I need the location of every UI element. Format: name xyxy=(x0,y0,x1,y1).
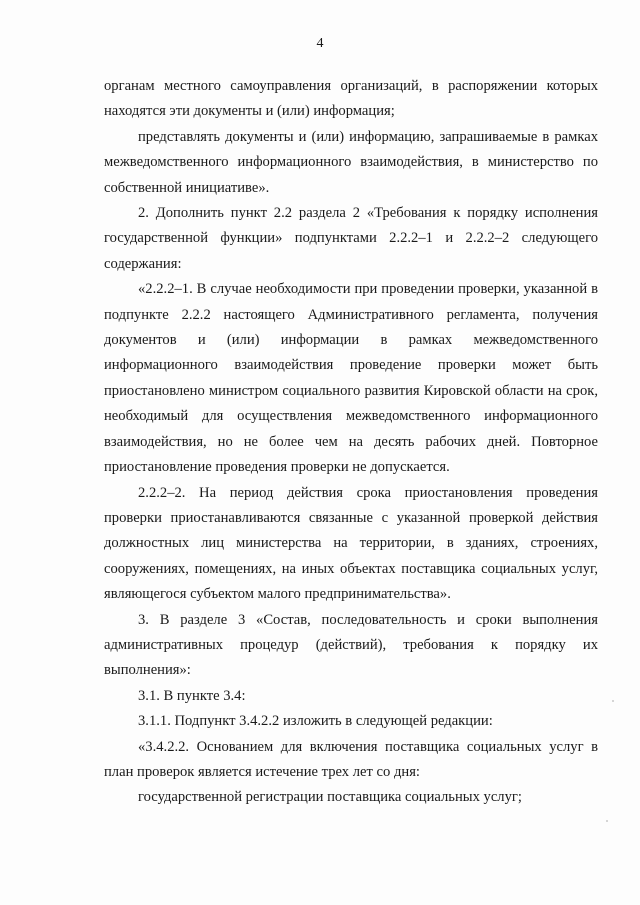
document-body xyxy=(104,74,598,811)
paragraph-5: 2.2.2–2. На период действия срока приостановления проведения проверки приостанавливаются связанные с указанной проверкой действия должностных лиц министерства на территории, в зданиях, строениях, сооружениях, помещениях, на иных объектах поставщика социальных услуг, являющегося субъектом малого предпринимательства». xyxy=(104,484,598,603)
paragraph-9: «3.4.2.2. Основанием для включения поставщика социальных услуг в план проверок является истечение трех лет со дня: xyxy=(104,738,598,780)
paragraph-10: государственной регистрации поставщика социальных услуг; xyxy=(138,789,522,806)
scan-speck xyxy=(612,700,614,702)
paragraph-3: 2. Дополнить пункт 2.2 раздела 2 «Требования к порядку исполнения государственной функции» подпунктами 2.2.2–1 и 2.2.2–2 следующего содержания: xyxy=(104,205,598,272)
paragraph-4: «2.2.2–1. В случае необходимости при проведении проверки, указанной в подпункте 2.2.2 настоящего Административного регламента, получения документов и (или) информации в рамках межведомственного информационного взаимодействия проведение проверки может быть приостановлено министром социального развития Кировской области на срок, необходимый для осуществления межведомственного информационного взаимодействия, но не более чем на десять рабочих дней. Повторное приостановление проведения проверки не допускается. xyxy=(104,281,598,476)
scan-speck xyxy=(606,820,608,822)
paragraph-2: представлять документы и (или) информацию, запрашиваемые в рамках межведомственного информационного взаимодействия, в министерство по собственной инициативе». xyxy=(104,128,598,196)
page-number: 4 xyxy=(316,36,324,51)
paragraph-1: органам местного самоуправления организаций, в распоряжении которых находятся эти документы и (или) информация; xyxy=(104,78,598,120)
paragraph-8: 3.1.1. Подпункт 3.4.2.2 изложить в следующей редакции: xyxy=(138,713,493,730)
paragraph-7: 3.1. В пункте 3.4: xyxy=(138,687,246,704)
paragraph-6: 3. В разделе 3 «Состав, последовательность и сроки выполнения административных процедур (действий), требования к порядку их выполнения»: xyxy=(104,611,598,679)
